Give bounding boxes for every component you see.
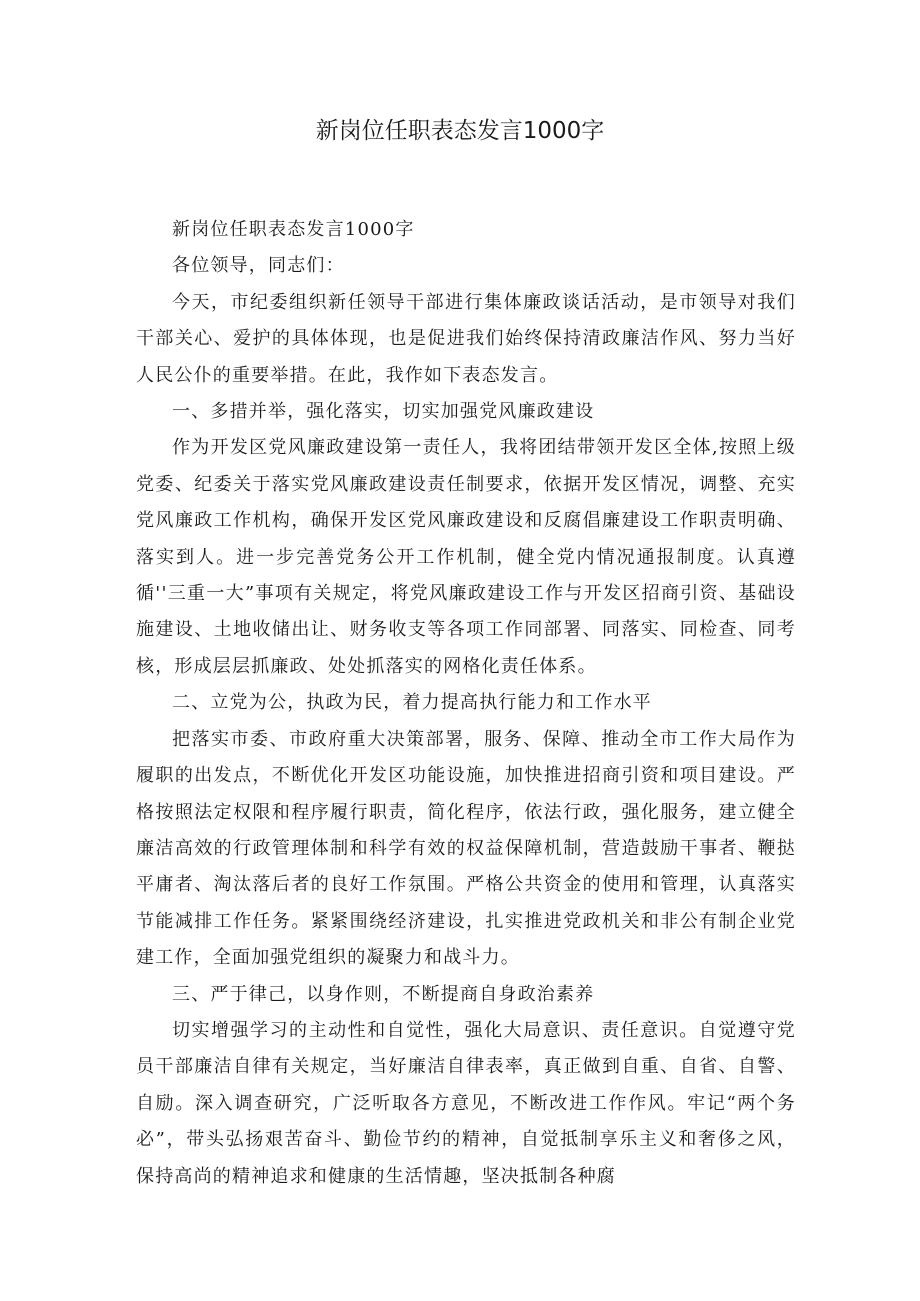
document-title: 新岗位任职表态发言1000字 (315, 118, 605, 144)
paragraph-section-2: 把落实市委、市政府重大决策部署，服务、保障、推动全市工作大局作为履职的出发点，不断优化开发区功能设施，加快推进招商引资和项目建设。严格按照法定权限和程序履行职责，简化程序，依法行政，强化服务，建立健全廉洁高效的行政管理体制和科学有效的权益保障机制，营造鼓励干事者、鞭挞平庸者、淘汰落后者的良好工作氛围。严格公共资金的使用和管理，认真落实节能减排工作任务。紧紧围绕经济建设，扎实推进党政机关和非公有制企业党建工作，全面加强党组织的凝聚力和战斗力。 (136, 728, 796, 969)
paragraph-section-1: 作为开发区党风廉政建设第一责任人，我将团结带领开发区全体,按照上级党委、纪委关于落实党风廉政建设责任制要求，依据开发区情况，调整、充实党风廉政工作机构，确保开发区党风廉政建设和反腐倡廉建设工作职责明确、落实到人。进一步完善党务公开工作机制，健全党内情况通报制度。认真遵循''三重一大”事项有关规定，将党风廉政建设工作与开发区招商引资、基础设施建设、土地收储出让、财务收支等各项工作同部署、同落实、同检查、同考核，形成层层抓廉政、处处抓落实的网格化责任体系。 (136, 437, 796, 677)
body-subtitle: 新岗位任职表态发言1000字 (172, 219, 415, 240)
section-heading-3: 三、严于律己，以身作则，不断提商自身政治素养 (172, 983, 595, 1005)
section-heading-1: 一、多措并举，强化落实，切实加强党风廉政建设 (172, 401, 595, 423)
section-heading-2: 二、立党为公，执政为民，着力提高执行能力和工作水平 (172, 692, 652, 714)
document-body (136, 212, 796, 1195)
salutation: 各位领导，同志们： (172, 255, 345, 277)
paragraph-section-3: 切实增强学习的主动性和自觉性，强化大局意识、责任意识。自觉遵守党员干部廉洁自律有关规定，当好廉洁自律表率，真正做到自重、自省、自警、自励。深入调查研究，广泛听取各方意见，不断改进工作作风。牢记“两个务必”，带头弘扬艰苦奋斗、勤俭节约的精神，自觉抵制享乐主义和奢侈之风，保持高尚的精神追求和健康的生活情趣，坚决抵制各种腐 (136, 1019, 796, 1187)
paragraph-intro: 今天，市纪委组织新任领导干部进行集体廉政谈话活动，是市领导对我们干部关心、爱护的具体体现，也是促进我们始终保持清政廉洁作风、努力当好人民公仆的重要举措。在此，我作如下表态发言。 (136, 291, 796, 386)
